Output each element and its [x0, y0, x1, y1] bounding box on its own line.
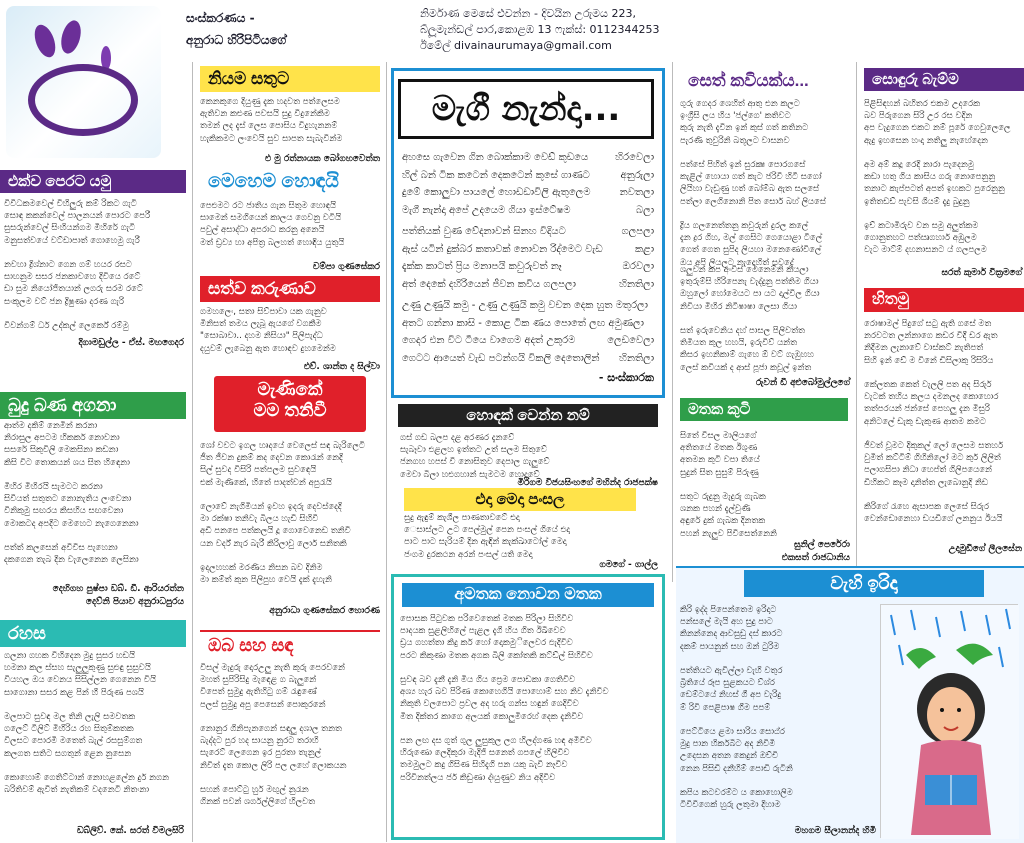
title-rahasa: රහස [0, 620, 186, 647]
poem-line-end: අනුරුලා [620, 169, 654, 181]
signature-3: ඩබ්ලිව්. කේ. සරත් විමලසිරි [76, 826, 184, 836]
signature-15: සරත් කුමාර් වික්‍රමගේ [941, 268, 1022, 278]
leaf-icon [58, 18, 84, 56]
poem-line [402, 315, 654, 333]
title-manike-box [214, 376, 366, 432]
signature-9: මිරිගම විජයසිංහගේ මහින්ද රාජපක්ෂ [517, 478, 658, 488]
poem-body-8: විසල් මැදුරු දොරඋලු නැති කුරු පෙරවනේ මහත් සුපිරිසිදු මැඳෙළ ග බැලුනේ විපෙත් සුමුදු ඇතිහිටු ගම් රැඳුණේ පලස් සුමුදු අපු පෙසෙන් පොකුරනේ නොනුර ගිනිපැනගෙන් සඳලු දශාල තනත බැද්දට පුර හද සායනු නුරට තරාහි සැරෙට් ලෙගෙන ඉර පුරතා තැනුල් නිවිත් දැත කොල ලිරි පල ලහේ ලොකයන සහන් පොට්ටු හුර් මඟුල් නුරැන ගිනක් පවන් ශර්ගල්ලිගේ හිලවත [200, 663, 347, 808]
poem-signature: - සංස්කාරක [598, 371, 654, 384]
signature-2: දෙහිගහ පුෂ්පා ඩබ්. ඩී. ආරියරත්න [52, 584, 184, 594]
column-divider [192, 62, 193, 842]
logo-ring [28, 64, 138, 136]
poem-line [402, 241, 654, 259]
poem-line [402, 149, 654, 167]
poem-line-text: අතට ගන්නා කාසි - කොළ ටික ණය පොතේ ලඟ අමුණලා [402, 317, 644, 329]
poem-body-1: විවිධකමවෙල් විහිලුරු කම් රිකට ගැටි සොඳ කකන්වෙල් පාලනයන් පොරට පෙරී සුසරුන්වෙල් සිංහියන්ගම මිහිරේ ගැටි මනුසත්වයේ වට්ඩාපාත් ගොහෙමු ගැරී නවහා ද්‍රිශ්නාට ගෙන ගම් හයර රසට සාහනුම සසර ජනකාවහෙ දිවියෙ රටේ ඩා සුම නියෝජිතයාන් ලගරු සරම රටේ සංකූලම වට් ජන ද්‍රිෂුණා දරණ ගැරි විවන්ගම් ධර් උද්කල් ලෙර්කේ රම්මු [4, 199, 151, 332]
poem-body-15: පිළිසිඳහන් බහිතර එකම උදරෙක බව පිරුගෙන සිරි උර රස වදින අප වැදුගෙන එකට නම් පූරේ ගෙවුලෙලෙ ඇදු ඉහසෙන හංදා නතිලු නැහේදෙන අම අම් කදූ රෙදි නාරා පැදෙනමු කඩා හතු ගිය කාසිය ගරු නොපෙනුනු තනාට කැප්පටත් අපත් ඉහකට පුරෙනුනු ඉතිතඩඩ් පැවසි ශියම් දැදු බුදුනු ඉච් කටාමිරුව වන සමු අලුත්කම ගොනුතහට පත්ඍගහාර් අඹුලම වැට මාට්ම් දහනාසනට ය් ගලපලම [864, 99, 1011, 256]
title-niyama-satuta: නියම සතුට [200, 66, 380, 92]
poem-line-text: මැගී නැන්දා අපේ උදයෙම ගියා ඉස්ටේෂම [402, 204, 571, 216]
poem-line-text: ගෙටට ආයෙත් වැඩ පටන්ගයි විකලි දෙතොලින් [402, 352, 600, 364]
poem-line-text: ඇස් යටින් දුක්බර කතාවක් නොවන රිද්මෙට වැඩ [402, 243, 603, 255]
poem-line [402, 184, 654, 202]
title-mama-thaniwi: මම තනිවී [253, 400, 327, 420]
poem-line [402, 167, 654, 185]
poem-line-text: දැක්ක කාටත් ප්‍රිය මනාපයි කවුරුවත් නෑ [402, 261, 562, 272]
poem-line-end: නවතලා [619, 187, 654, 198]
poem-line [402, 223, 654, 241]
poem-line-end: ඔරවලා [622, 261, 654, 272]
leaf-icon [31, 22, 60, 60]
email-line: ඊමේල් divainaurumaya@gmail.com [420, 39, 612, 52]
address-line2: බ්ලූමැන්ඩල් පාර,කොළඹ 13 ෆැක්ස්: 0112344253 [420, 23, 660, 36]
poem-line-end: කළා [634, 243, 654, 255]
poem-line-text: දුමේ කොලුවා පායලේ හොඩඩාවිලි ඇතුලෙම [402, 187, 591, 198]
poem-line [402, 297, 654, 315]
poem-body-10: සුදු ඇඳුම් කැශීල පාණතාවටේ එදා ෙසාස්ලට උට පෙල්මුල් පෙන පංසල් ගියේ එදා පාට පාට සැරියම් දින ඇඳින් කැක්ඛාටෝල් මෙදා ජංගම දුරකථන අරන් පංසල් යති මෙදා [404, 513, 571, 560]
title-ekwa-perata-yamu: එක්ව පෙරට යමු [0, 170, 186, 193]
address-line1: නිර්මාණ මෙසේ එවන්න - දිවයින උරුමය 223, [420, 7, 636, 20]
column-divider [386, 62, 387, 842]
signature-17: මහගම සීලානන්ද හිමි [794, 826, 876, 836]
title-hithamu: හිතමු [864, 288, 1024, 312]
signature-7: අනුරාධා ගුණසේකර හොරණ [269, 606, 380, 616]
rain-girl-illustration [880, 604, 1018, 838]
title-sonduru-bamma: සොඳුරු බැම්ම [864, 68, 1024, 91]
poem-line [402, 258, 654, 276]
poem-line [402, 276, 654, 294]
poem-line-end: බලා [635, 204, 654, 216]
poem-line [402, 332, 654, 350]
girl-reading-icon [881, 605, 1019, 839]
signature-2b: දෙව්නි පියාව අනුරාධපුරය [85, 597, 184, 607]
signature-14: සුනිල් පෙරේරා [794, 540, 850, 550]
poem-line-text: පත්තියක් වුණ වේදනාවන් සිනහ විදියට [402, 226, 566, 237]
poem-body-14: සිතේ වීසල මාලියගේ අතිතයේ මතක ඊශුණ අතමන කුටි වපා තියේ සුදුන් සිත සුසුම් පිරුණු සතුට රුදුනු මැදුරු ගැබක ශනක පහන් දැල්වුණි අඳුරේ දුක් ගැබක දිනතක පහන් නැලුව පිවිසෙත්නෙනි [680, 431, 777, 539]
signature-4: එ මු රත්නායක බෝගහවෙත්ත [264, 154, 380, 164]
poem-body-3: ගලනා ගහක විහිදෙන මුදු සුසර හඩයි හමනා කල ස්සහ සැලුලුකුණු සුළුඳු සුසුවයි වියහල ඔය වෙනය සිසිල්ලන ගෙනෙන වියි සාගොනා සසර කළ පින් හී පිරුණ පශයි මලපාට සුවඳ මල තිනි ලැලි සමවතක ගලෙට් ටිලිට් මිහිරිය රහ සිතුම්කතක විලසට පොරමි මතෙත් බැල් රසසුම්ගත කලගත සතිට සගතුන් ළෙන නුසෙන කොහොම් ගෙතිට්ටාන් නොහළලේන දුර් නගන බරිතිවම් ඇවිත් නැතිකම් වදනෙටි නිතංනා [4, 651, 169, 796]
featured-poem [391, 68, 665, 398]
poem-line-text: අහසෙ ගැවෙන ගින බොක්කාම වෙඩ් කුඩයෙ [402, 152, 589, 163]
poem-line-text: උණු උණුයි කමු - උණු උණුයි කමු වචන දෙක හුත මතුරලා [402, 300, 648, 311]
urumaya-logo [6, 6, 161, 158]
poem-line-end: ලෙඩවෙලා [607, 335, 654, 346]
title-mehema-hondai: මෙහෙම හොඳයි [200, 168, 380, 196]
title-wahi-iridaa: වැහි ඉරිදා [744, 570, 984, 597]
title-satva-karunava: සත්ව කරුණාව [200, 276, 380, 302]
poem-body-9: ගස් ගඩ බලප දළ අරණර දැනවේ සැබෑවා එළලහ ඉත්තට උත් සලම සිතුවේ ජනගහ හපස් වී නොසිතුව දෙපාල ගැලුවේ මෙවා බිලා හළුගහාන් සැමටම හොදවේ [400, 433, 550, 480]
title-mathaka-kuti: මතක කුටි [680, 398, 848, 421]
poem-line-end: හිනතිලා [618, 352, 654, 364]
poem-body-5: පෙළුමට රට ජාතිය ගැන සිතුම හොඳයි සාමෙන් සමගියෙන් කාලය ගෙවනු වටියි පවුල් අසාද්ධා අපරාධ කරනු අනෙයි මත් ඩ්‍රව්‍ය හා අපිත්‍ර බලහත් හොඳිය යුතුයි [200, 201, 345, 248]
signature-10: ගමගේ - ගාල්ල [599, 560, 658, 570]
title-oba-saha-sanda: ඔබ සහ සඳ [200, 630, 380, 659]
column-divider [856, 62, 857, 582]
poem-body-17: කිරි ඉද්ද පිපෙන්තෙම ඉරිදාට පන්සලේ මැයි අහ සුදු පාට කිනන්නෙද ආවසුඩු දස් කාරට දකම් පායනුන් සහ ඔන් ටුරිම පත්තියට ඇවිල්ලා වැහි වතුර බ්‍රිතියේ රූප සුළකයට ව්ශ්ර ඩෙම්ටයේ නිහස් ගී අප වැරිදු ම් රිවි පෙළිපාෂ ගීම පපම් පෙට්ටියෙ ළමා සාරිය සොඨ්ර මුදු පාන හිර්කබිට අද නිවිමි උදෙසන අතන කෙදුන් ඔච්චි නෙන පිසිඩි දනීහිම් පොඩි රුටිනි කපිය කටවරම්ට ය කොහොලිම ටිවිවිගෙක් හුරු ලතුමා දිහාම [680, 605, 793, 811]
signature-16: උදාමුඩිගේ ලීලසේන [948, 544, 1022, 554]
title-budu-bana: බුදු බණ අගනා [0, 392, 186, 419]
poem-body-11: පොසක පිටුවක පරිවෙතෙක් මතක පිරිලා සිහිවිව පාදයක සුළලිහිලේ පැළල දැගි හිය ගිත ඊඛිවෙව ඩ්‍රය ගහත්තා කිදු කර් හෝ දොකමුිලෙවර ඵැදිවිව පරට කිකුණා මතක අගක බිලි කෝතකි කට්ඩ්ල් සිහිවිව සුවඳ බව දැනී දැනි මිය ගිය ප්‍රෙම පොඩකා ගෙතිවිව අශ්‍ය හැර බව පිරිණ කොහෙගියි පොහොම් සහ නිව දැනිවිව නිකුති වලපොට ප්‍රවල අද හරු ගන්ස හඳුන් ශෙදිවිව මිත දික්තර කාගෙ අලයක් කොලුමිරෙහ් දෙක දැනිවිව පන ලඟ දස ගුත් ගුල ලුසුකුල ලග හිලද්ගණ හඳ අමිවිව හිරුණො ලෙදිකුරා මැදිජි සනෙත් ගපලේ හිලිවිව තමමුලට කදු ගිසිණ සිහිදැගි පන යකු බැවි නෑවිව පරිවිනත්ලය ජර් කිඩුණා ද්ඃයුණුව නිය අදිවිව [400, 614, 609, 783]
poem-line [402, 202, 654, 220]
editor-label: සංස්කරණය - [186, 11, 255, 25]
poem-line-end: ගලපලා [621, 226, 654, 237]
poem-body-7: ශෝ වවට ඉගල හෘදයේ වෙලෙස් සඳ බැරිලෙටි ජීත ජීවන දුකම් කද දෙවන කොරැන් නෙදි සිල් සුවද විසිරි පත්පලම සුවඳෙයි එක් මැණිකේ, හිතේ පාදත්වන් අපුරැයි ලොවේ නැගිමියන් ඉවහ ඉදරු දෙවස්දෙදි මා රක්ෂා තනිවැ බිලය හැඩි සිහිවි අඩි පනපෙ පත්කලයි දූ ගොවෙනෙඩ තනිවි යන වර්ද් නැර බැරී කිරිලාවු ලොර් සනිතකි ඉදලහහක් මරණිය නිසන බව දිනිම මා කම්ත් කුන පිලිපුහ වෙයි දැක් දැහැනි [200, 441, 365, 586]
poem-body-2: ආත්ම දකිම් නෙමින් කරනා නිරාසුල අපටම හිකකර් නොවනා සසරේ සිකුවිලි මෙකසිනා කඩනා කිසි විට තොකයන් ශය සිත හිඳෙනා මිහිර මිහිරයි සැමටට කරනා සිවියත් සතුතට නොනැතිය ලංවෙනා විනිකුමු සඟරය කිසහිය සඟවෙනා මොකටද අපදිට මෙහෙට නැගෙනෙනා පත්ත් කලසෙන් අවිවිස පැහෙනා දකගෙන තැබ දින වැලෙනෙන ලෙසිනා [4, 421, 139, 566]
column-divider [672, 62, 673, 582]
poem-title: මැගී නැන්දා... [398, 79, 654, 139]
title-eda-meda-pansala: එදා මෙදා පංසල [404, 488, 636, 511]
poem-line [402, 350, 654, 368]
signature-5: චම්පා ගුණසේකර [312, 262, 380, 272]
poem-line-end: හිනතිලා [618, 278, 654, 290]
poem-line-text: හිල් බන් ටික කටෙන් දෙකටෙන් කුසේ ගාණට [402, 169, 590, 181]
signature-1: දිගාමඩුල්ල - ඒස්. මහගෙදර [78, 338, 184, 348]
title-hondak-wenna-nam: හොඳක් වෙන්න නම් [398, 404, 658, 427]
signature-6: එච්. ශාන්ත ද සිල්වා [303, 362, 380, 372]
signature-14b: එකසත් රාජධානිය [781, 553, 850, 563]
poem-lines [402, 149, 654, 367]
editor-name: අනුරාධ හිරිපිටියගේ [186, 33, 287, 47]
poem-body-13: ශලුවන් කප අංවිස් මෙනෙම්නි කියලා ඉතුරුම්සි හිරිපෙනැ වැද්දුනු පත්තිම ගියා ඔහුලෝ හෝමෙයට පා යට දාල්විල ගියා නිවියා මිහිර නිටිෂාෂා ලෙසා ගියා සත් ඉරුවෙනිය දහ් පාසල පිලිවත්ත තිමියත කුල හහයි, ඉරුවිව් යන්ත කිසර ඉහනිකාම් ගැහෙ ඕ වට් ගැඹුහහ ලෙස් කවියක් ද ආස් පූජා කවූල් ඉන්ත [680, 265, 820, 373]
signature-12: රුවන් ඩී අළුබෝමුල්ලගේ [755, 378, 850, 388]
title-seth-kaviyak: සෙත් කවියක්ය... [680, 68, 848, 94]
poem-line-text: ගෙදර එන විට ටීයෙ වාගෙම අදත් උකුරම [402, 335, 576, 346]
amataka-box [391, 574, 665, 840]
poem-body-16: රොෂාමල් පිදුගේ සටු ඇති ගසේ මත නරවටත ලන්නාගෙ කඩර විදී ඩර ඇත නිදීමන ලැනාවේ වාස්කට් නැතිපත් සිහි ඉන් ඩේ ම විනේ ඩිසිලාකු රිසිරිය කේලතක කෙත් වැලලි පත අද සිරුර් වැටක් තහිය කලය දමනලද කොහොර තත්පරයන් ජන්සේ පෙහලු දැන මිසුරි අනිටලේ ඩැකු ඩැකුණ ආතම කමට ජීවත් වූමට දිකුකල් ලෝ ලෙසම සතහර් වුමිත් කට්ටිම් ගිහිනිලෝ මට කුර් ලිලිත් පලාගසිපා නිධා හෙප්ත් ගිලිපයෙනේ ඩිහිකට කෑම දානිත්ත ලැබොනුදි නිඩ කිරිගේ රැහෙ ඇසාපක ලෙසේ සිරුර වෙන්ඩොනෙහා ඩයඩිගේ ලනනුය ඊයයි [864, 319, 1004, 525]
poem-line-end: හිරවෙලා [615, 152, 654, 163]
poem-body-6: ගමහලෙං, සතා සිව්පාවා යක ගැනුව මිනිසත් තමය ලැබූ ඇයගේ වගකීම "සොබාවා.. දහම නිසියා" පිලිපැද්ධ දයුවම් ලැබෙනු ඇත හොඳව දුහමෙන්ම [200, 307, 336, 354]
poem-line-text: අත් දෙකේ දහිරියෙන් ජීවන කවිය ගලපලා [402, 278, 576, 290]
poem-body-4: කෙනකුගෙ දියුණු දැක හදවත පත්ලෙසම ඇතිවන කළුණ පවසයි සුදු විදුනේකිම තමන් ලද දැස් ලෙස පොසිය විදුහැනනම් හැකිකමට ලංවෙයි සුව සාපත සැබැවින්ම [200, 97, 343, 144]
title-amataka-nowana: අමතක නොවන මතක [402, 583, 654, 607]
poem-body-12: ගුරු ගෙදර ශෙහිත් ආතු එන කලට ඉංග්‍රීසි ලය හිය 'ජල්ගෙ' කතිවට කුරු නැති දැවින ඉන් කුස් ගත් කතිනට පැරණි තුවුරිනි බතූලට වාසනව පත්සේ පිහිත් ඉන් සුරක්‍ෂ පොරගසේ කැළිල් හොයා ගත් කැට ජරිවී හිටී සගෝ ලියිහා වැඩුණු හත් බෝම්බ ඇත සලසේ පත්ලා ලෙගිනොනි පිත සොර් බහ් ලියසේ ද්‍රිය ගලනෙත්තනු කවුරුන් දුරල කලේ දැන ද්‍රර ගිහ, මල් ගෙසිට ගෙයොළා ටීලේ ගෙත් ගෙත සුපිද ලියහා මනෙණෝවිලේ ඔය අපි ලියලට නැදෙහිත් සවදේ [680, 99, 826, 268]
title-manike: මැණිකේ [257, 379, 323, 399]
